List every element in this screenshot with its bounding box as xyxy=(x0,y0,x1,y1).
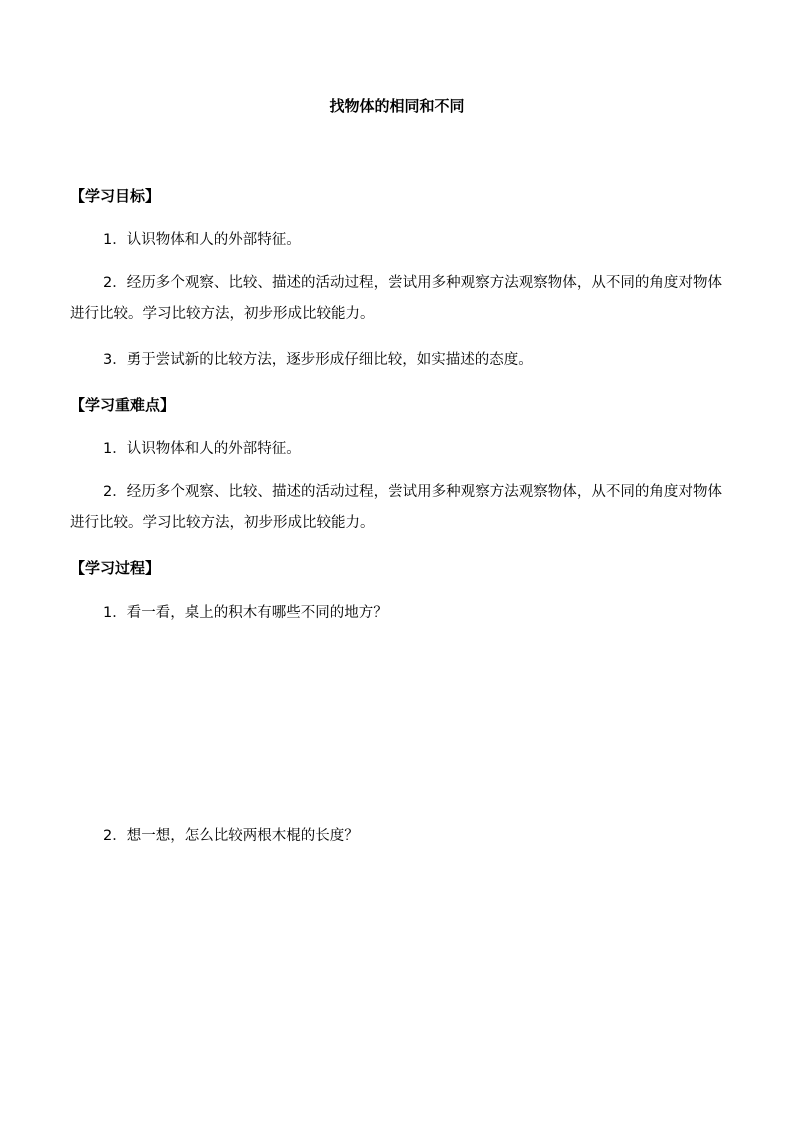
paragraph: 1．认识物体和人的外部特征。 xyxy=(103,232,301,248)
document-title: 找物体的相同和不同 xyxy=(329,97,465,115)
question-item: 1．看一看，桌上的积木有哪些不同的地方？ xyxy=(103,605,388,621)
paragraph: 3．勇于尝试新的比较方法，逐步形成仔细比较，如实描述的态度。 xyxy=(103,352,533,368)
section-heading-learning-goals: 【学习目标】 xyxy=(70,187,161,205)
question-item: 2．想一想，怎么比较两根木棍的长度？ xyxy=(103,828,359,844)
paragraph: 2．经历多个观察、比较、描述的活动过程，尝试用多种观察方法观察物体，从不同的角度对物体进行比较。学习比较方法，初步形成比较能力。 xyxy=(70,484,722,531)
section-heading-key-points: 【学习重难点】 xyxy=(70,396,176,414)
section-heading-learning-process: 【学习过程】 xyxy=(70,559,161,577)
paragraph: 2．经历多个观察、比较、描述的活动过程，尝试用多种观察方法观察物体，从不同的角度对物体进行比较。学习比较方法，初步形成比较能力。 xyxy=(70,275,722,322)
paragraph: 1．认识物体和人的外部特征。 xyxy=(103,441,301,457)
